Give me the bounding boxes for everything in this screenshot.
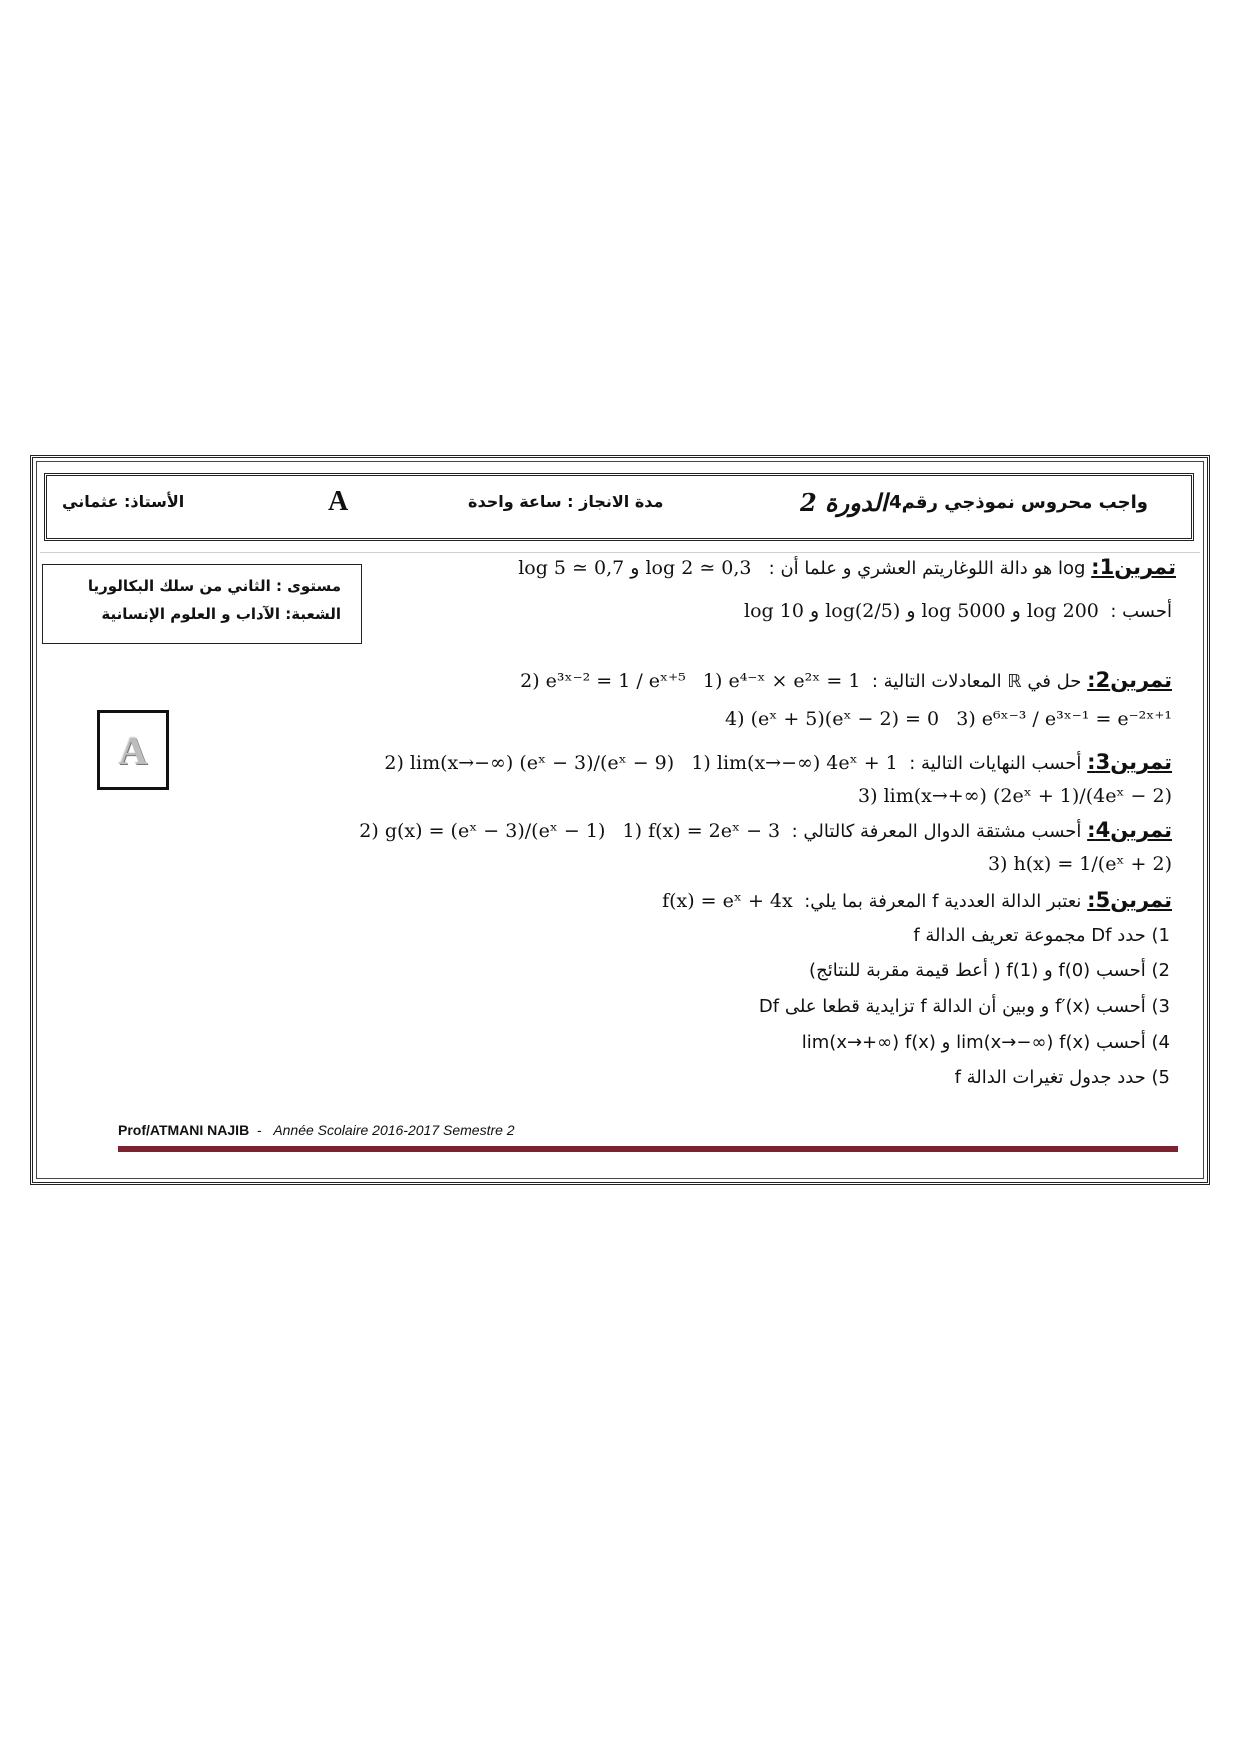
exercise-5-definition: f(x) = eˣ + 4x	[662, 890, 793, 912]
separator	[40, 552, 1200, 553]
footer-year: Année Scolaire 2016-2017 Semestre 2	[273, 1122, 515, 1138]
exercise-5	[662, 888, 1172, 912]
exercise-1-expressions: log 10 و log(2/5) و log 5000 و log 200	[744, 600, 1099, 622]
exercise-3-title: تمرين3:	[1087, 750, 1172, 774]
exercise-4-title: تمرين4:	[1087, 818, 1172, 842]
limit-2: 2) lim(x→−∞) (eˣ − 3)/(eˣ − 9)	[384, 752, 675, 774]
exercise-2-cont	[725, 708, 1172, 730]
version-letter: A	[328, 486, 349, 517]
exercise-1-line1	[518, 555, 1176, 579]
exercise-1-line2	[744, 600, 1172, 622]
exercise-5-q1: 1) حدد Df مجموعة تعريف الدالة f	[913, 925, 1170, 946]
session-label: الدورة 2	[800, 488, 888, 517]
exam-title: واجب محروس نموذجي رقم4	[889, 492, 1148, 513]
exercise-5-q5: 5) حدد جدول تغيرات الدالة f	[954, 1067, 1170, 1088]
exercise-1-title: تمرين1:	[1091, 555, 1176, 579]
function-h: 3) h(x) = 1/(eˣ + 2)	[987, 853, 1172, 875]
footer-separator: -	[256, 1122, 262, 1138]
exercise-3-cont	[858, 785, 1172, 807]
exercise-2-title: تمرين2:	[1087, 668, 1172, 692]
exercise-4	[359, 818, 1172, 842]
teacher-name: الأستاذ: عثماني	[62, 492, 185, 511]
exercise-1-given: log 5 ≃ 0,7 و log 2 ≃ 0,3	[518, 557, 752, 579]
exercise-3	[384, 750, 1172, 774]
footer-author: Prof/ATMANI NAJIB	[118, 1122, 250, 1138]
exercise-3-text: أحسب النهايات التالية :	[909, 753, 1082, 774]
function-f: 1) f(x) = 2eˣ − 3	[622, 820, 781, 842]
exercise-5-title: تمرين5:	[1087, 888, 1172, 912]
footer	[118, 1122, 515, 1138]
function-g: 2) g(x) = (eˣ − 3)/(eˣ − 1)	[359, 820, 606, 842]
exercise-5-q3: 3) أحسب f′(x) و وبين أن الدالة f تزايدية قطعا على Df	[758, 996, 1170, 1017]
exercise-5-q4: 4) أحسب lim(x→−∞) f(x) و lim(x→+∞) f(x)	[801, 1032, 1170, 1053]
level-line: مستوى : الثاني من سلك البكالوريا	[87, 577, 341, 595]
exercise-4-cont	[988, 853, 1172, 875]
footer-bar	[118, 1146, 1178, 1152]
limit-1: 1) lim(x→−∞) 4eˣ + 1	[691, 752, 898, 774]
equation-2: 2) e³ˣ⁻² = 1 / eˣ⁺⁵	[520, 670, 686, 692]
branch-line: الشعبة: الآداب و العلوم الإنسانية	[101, 605, 341, 623]
exercise-2	[520, 668, 1172, 692]
duration: مدة الانجاز : ساعة واحدة	[468, 492, 664, 511]
equation-3: 3) e⁶ˣ⁻³ / e³ˣ⁻¹ = e⁻²ˣ⁺¹	[956, 708, 1172, 730]
exercise-5-q2: 2) أحسب f(0) و f(1) ( أعط قيمة مقربة للنتائج)	[809, 960, 1170, 981]
exercise-5-text: نعتبر الدالة العددية f المعرفة بما يلي:	[804, 891, 1082, 912]
exercise-2-text: حل في ℝ المعادلات التالية :	[871, 671, 1082, 692]
equation-1: 1) e⁴⁻ˣ × e²ˣ = 1	[702, 670, 861, 692]
equation-4: 4) (eˣ + 5)(eˣ − 2) = 0	[725, 708, 940, 730]
exercise-1-ask: أحسب :	[1110, 601, 1172, 622]
exercise-1-text: log هو دالة اللوغاريتم العشري و علما أن :	[768, 558, 1086, 579]
logo	[97, 710, 169, 790]
limit-3: 3) lim(x→+∞) (2eˣ + 1)/(4eˣ − 2)	[858, 785, 1172, 807]
exercise-4-text: أحسب مشتقة الدوال المعرفة كالتالي :	[791, 821, 1082, 842]
level-box	[42, 564, 362, 644]
logo-letter: A	[118, 727, 148, 773]
